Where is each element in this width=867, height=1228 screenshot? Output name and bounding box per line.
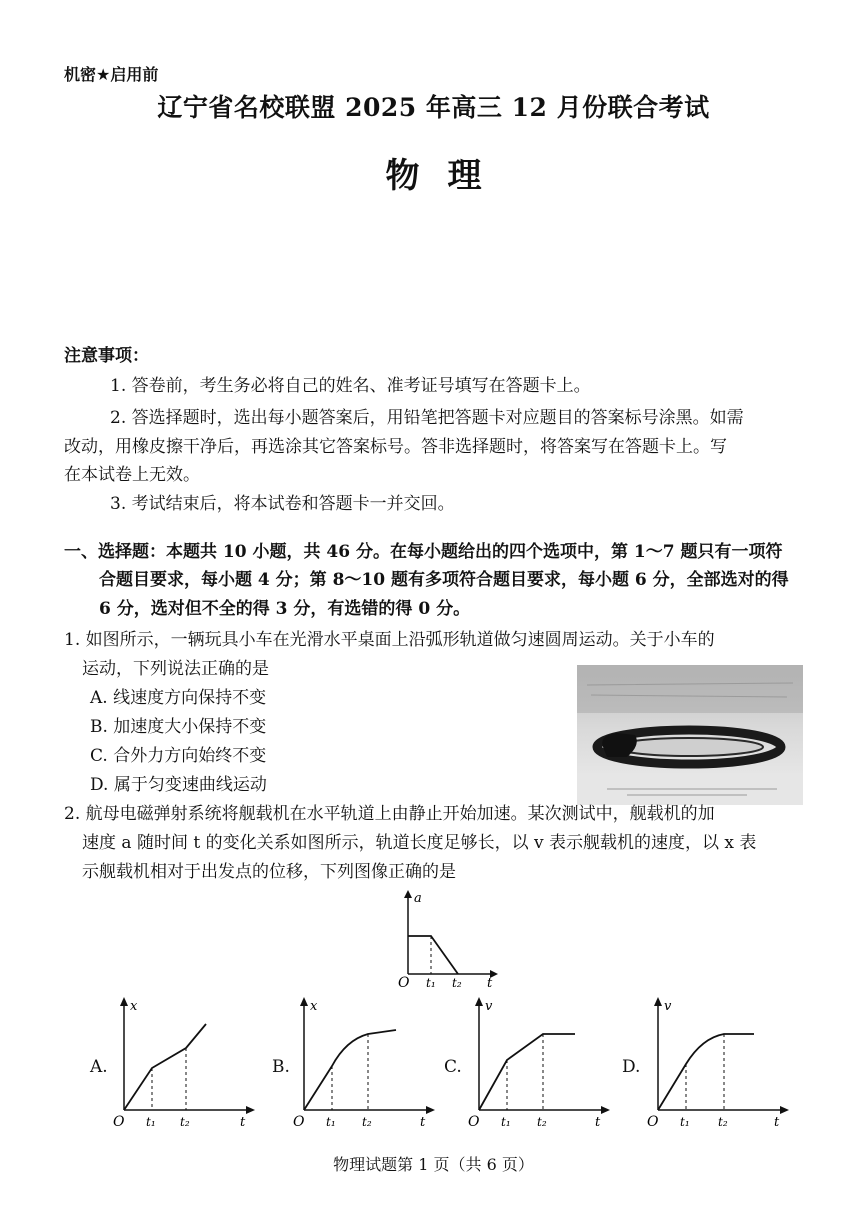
t-axis-label: t [487,976,493,988]
acceleration-curve [408,936,458,974]
option-b-letter: B. [272,1057,290,1077]
position-curve [304,1030,396,1110]
q1-option-d: D. 属于匀变速曲线运动 [90,775,267,795]
q2-stem-line-2: 速度 a 随时间 t 的变化关系如图所示，轨道长度足够长，以 v 表示舰载机的速度，以 x 表 [82,833,757,853]
t2-label: t₂ [537,1115,547,1129]
y-axis-label: v [664,999,672,1014]
section-instructions-line-3: 6 分，选对但不全的得 3 分，有选错的得 0 分。 [99,599,471,619]
origin-label: O [468,1114,480,1130]
x-axis-label: t [420,1115,426,1130]
subject-title: 物理 [385,156,510,196]
acceleration-time-graph [390,888,505,988]
t1-label: t₁ [326,1115,336,1129]
x-axis-arrow [780,1106,789,1114]
velocity-curve [658,1034,754,1110]
notes-heading: 注意事项： [64,346,149,366]
t2-label: t₂ [718,1115,728,1129]
t1-label: t₁ [680,1115,690,1129]
page-footer: 物理试题第 1 页（共 6 页） [333,1155,534,1174]
option-a-letter: A. [90,1057,108,1077]
note-item-2-line-1: 2. 答选择题时，选出每小题答案后，用铅笔把答题卡对应题目的答案标号涂黑。如需 [110,408,744,428]
y-axis-arrow [475,997,483,1006]
section-instructions-line-2: 合题目要求，每小题 4 分；第 8～10 题有多项符合题目要求，每小题 6 分，全部选对的得 [99,570,789,590]
exam-title: 辽宁省名校联盟 2025 年高三 12 月份联合考试 [157,93,710,122]
origin-label: O [293,1114,305,1130]
y-axis-arrow [300,997,308,1006]
note-item-1: 1. 答卷前，考生务必将自己的姓名、准考证号填写在答题卡上。 [110,376,591,396]
option-a-graph [112,990,257,1130]
y-axis-label: x [310,999,318,1014]
q1-stem-line-1: 1. 如图所示，一辆玩具小车在光滑水平桌面上沿弧形轨道做匀速圆周运动。关于小车的 [64,630,715,650]
option-c-graph [467,990,612,1130]
note-item-2-line-2: 改动，用橡皮擦干净后，再选涂其它答案标号。答非选择题时，将答案写在答题卡上。写 [64,437,727,457]
x-axis-label: t [240,1115,246,1130]
t2-label: t₂ [180,1115,190,1129]
t1-label: t₁ [426,976,436,988]
note-item-3: 3. 考试结束后，将本试卷和答题卡一并交回。 [110,494,455,514]
y-axis-label: x [130,999,138,1014]
q1-option-c: C. 合外力方向始终不变 [90,746,267,766]
x-axis-arrow [246,1106,255,1114]
section-instructions-line-1: 一、选择题：本题共 10 小题，共 46 分。在每小题给出的四个选项中，第 1～7 题只有一项符 [64,542,783,562]
t2-label: t₂ [452,976,462,988]
option-d-letter: D. [622,1057,641,1077]
toy-car-track-photo [577,665,803,805]
x-axis-label: t [595,1115,601,1130]
a-axis-arrow [404,890,412,898]
origin-label: O [647,1114,659,1130]
x-axis-label: t [774,1115,780,1130]
option-c-letter: C. [444,1057,462,1077]
origin-label: O [398,975,410,988]
x-axis-arrow [426,1106,435,1114]
q1-option-b: B. 加速度大小保持不变 [90,717,267,737]
note-item-2-line-3: 在本试卷上无效。 [64,465,200,485]
y-axis-arrow [654,997,662,1006]
option-d-graph [646,990,791,1130]
t1-label: t₁ [501,1115,511,1129]
option-b-graph [292,990,437,1130]
origin-label: O [113,1114,125,1130]
x-axis-arrow [601,1106,610,1114]
confidential-label: 机密★启用前 [64,65,159,84]
y-axis-arrow [120,997,128,1006]
a-axis-label: a [414,891,422,906]
q1-stem-line-2: 运动，下列说法正确的是 [82,659,269,679]
y-axis-label: v [485,999,493,1014]
position-curve [124,1024,206,1110]
q2-stem-line-3: 示舰载机相对于出发点的位移，下列图像正确的是 [82,862,456,882]
t1-label: t₁ [146,1115,156,1129]
q1-option-a: A. 线速度方向保持不变 [90,688,267,708]
velocity-curve [479,1034,575,1110]
t2-label: t₂ [362,1115,372,1129]
q2-stem-line-1: 2. 航母电磁弹射系统将舰载机在水平轨道上由静止开始加速。某次测试中，舰载机的加 [64,804,715,824]
